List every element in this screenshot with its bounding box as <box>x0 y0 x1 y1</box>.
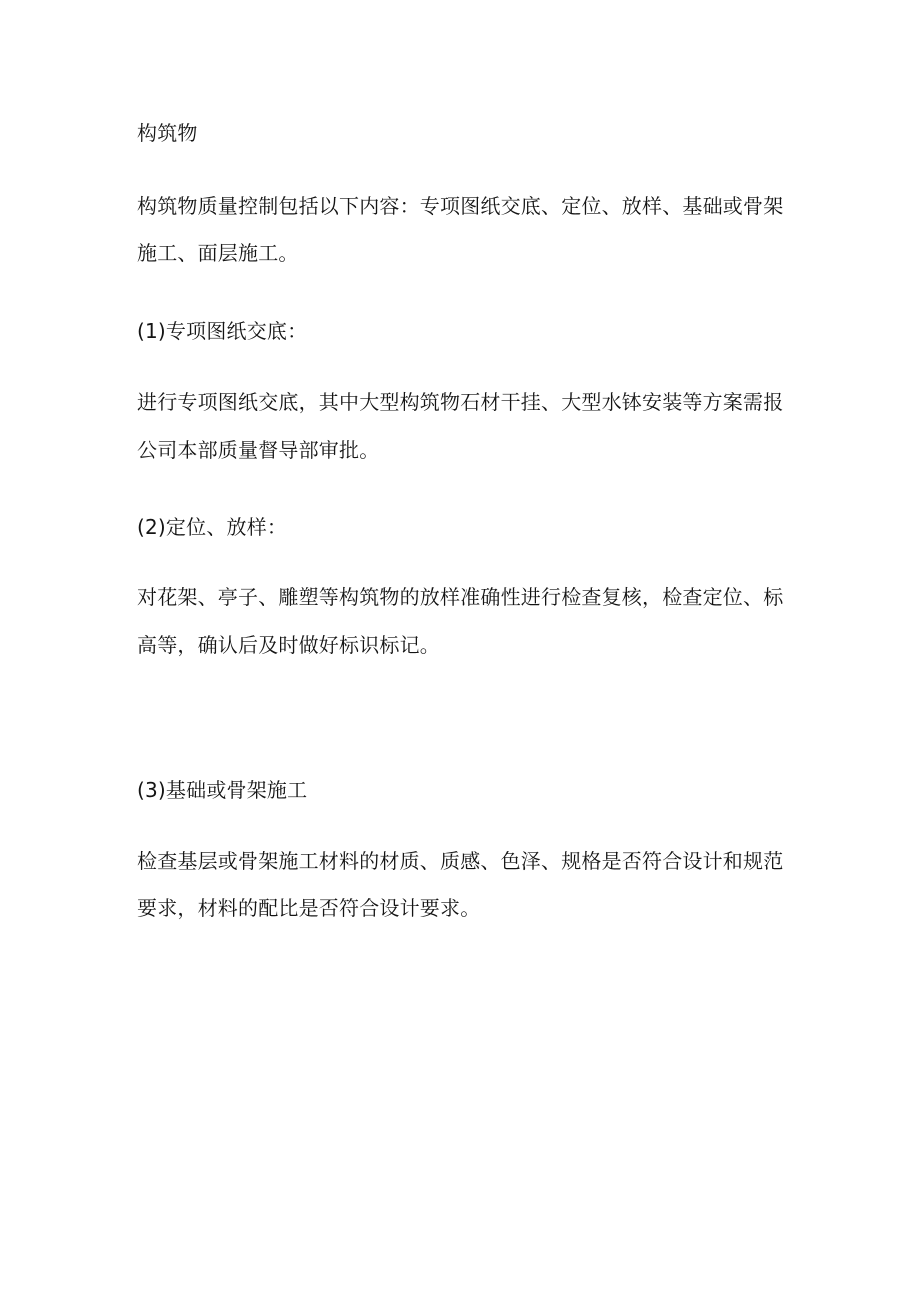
intro-paragraph-line-2: 施工、面层施工。 <box>137 241 299 265</box>
item-2-paragraph-line-2: 高等，确认后及时做好标识标记。 <box>137 633 440 657</box>
item-1-paragraph-line-2: 公司本部质量督导部审批。 <box>137 438 380 462</box>
item-3-heading: (3)基础或骨架施工 <box>137 778 308 802</box>
item-2-heading: (2)定位、放样： <box>137 515 288 539</box>
intro-paragraph-line-1: 构筑物质量控制包括以下内容：专项图纸交底、定位、放样、基础或骨架 <box>137 194 784 218</box>
item-1-paragraph-line-1: 进行专项图纸交底，其中大型构筑物石材干挂、大型水钵安装等方案需报 <box>137 390 784 414</box>
item-1-heading: (1)专项图纸交底： <box>137 319 308 343</box>
section-title: 构筑物 <box>137 121 198 145</box>
item-3-paragraph-line-1: 检查基层或骨架施工材料的材质、质感、色泽、规格是否符合设计和规范 <box>137 849 784 873</box>
item-3-paragraph-line-2: 要求，材料的配比是否符合设计要求。 <box>137 896 481 920</box>
item-2-paragraph-line-1: 对花架、亭子、雕塑等构筑物的放样准确性进行检查复核，检查定位、标 <box>137 585 784 609</box>
